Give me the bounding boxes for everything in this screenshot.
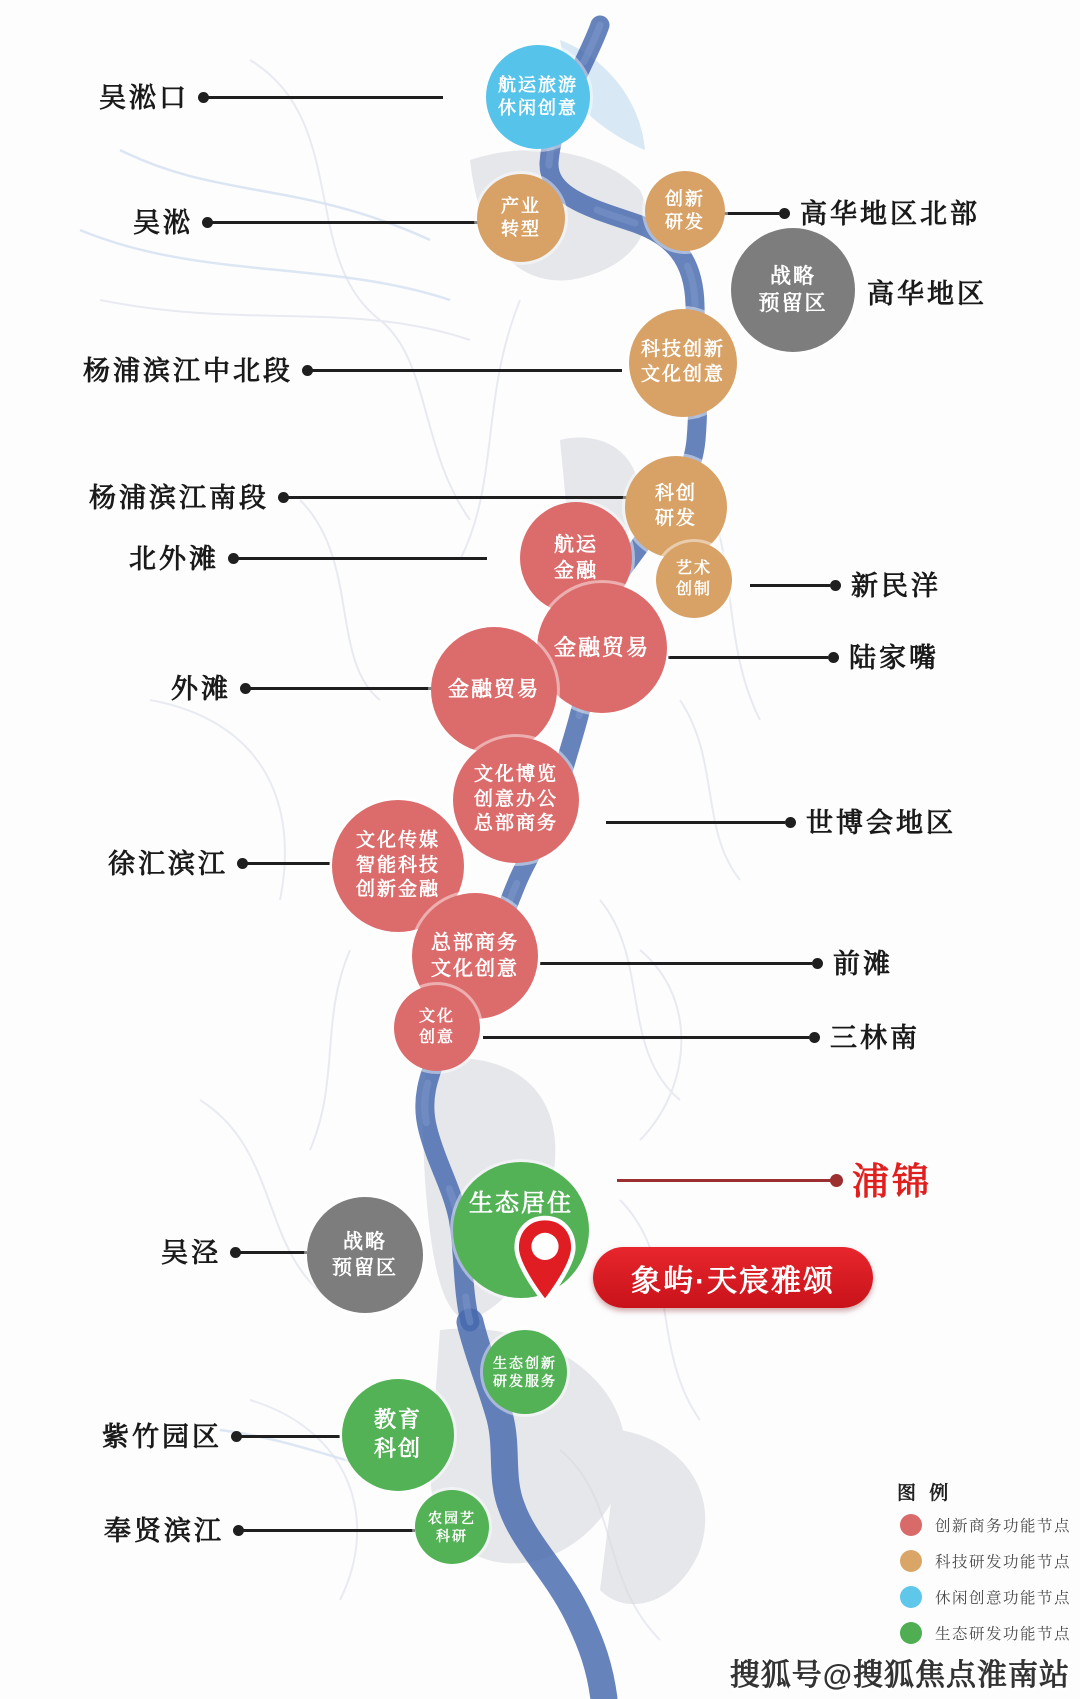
callout-line-yangpu-zhongbei — [312, 369, 622, 372]
callout-dot-yangpu-nan — [278, 492, 289, 503]
node-jinrong-maoyi-wt-line: 金融贸易 — [448, 678, 540, 702]
callout-line-xuhui-binjiang — [247, 862, 330, 865]
node-keji-chuangxin-line: 科技创新 — [640, 339, 725, 361]
callout-line-yangpu-nan — [288, 496, 627, 499]
callout-dot-xinminyang — [830, 580, 841, 591]
callout-label-pujin: 浦锦 — [852, 1160, 932, 1202]
callout-dot-yangpu-zhongbei — [302, 365, 313, 376]
node-chuangxin-yanfa — [645, 171, 725, 251]
node-wenhua-chuangyi-line: 文化 — [418, 1008, 455, 1026]
node-chanye-zhuanxing-line: 产业 — [501, 195, 541, 216]
callout-label-qiantan: 前滩 — [833, 948, 893, 979]
node-shengtai-chuangxin-line: 研发服务 — [493, 1373, 557, 1389]
callout-label-fengxian-binjiang: 奉贤滨江 — [104, 1515, 224, 1546]
node-chanye-zhuanxing-line: 转型 — [501, 219, 541, 239]
node-nongyuanyi-keyan — [415, 1490, 489, 1564]
node-chuangxin-yanfa-line: 研发 — [665, 212, 705, 232]
callout-dot-xuhui-binjiang — [237, 858, 248, 869]
node-chanye-zhuanxing — [477, 174, 565, 262]
node-kechuang-yanfa-line: 科创 — [654, 483, 697, 505]
node-hangyun-lvyou-line: 休闲创意 — [498, 98, 578, 118]
node-hangyun-jinrong-line: 金融 — [554, 560, 598, 582]
node-chuangxin-yanfa-line: 创新 — [665, 188, 705, 209]
callout-dot-sanlinnan — [809, 1032, 820, 1043]
legend-label-innovation-business: 创新商务功能节点 — [935, 1518, 1072, 1535]
node-hangyun-lvyou-line: 航运旅游 — [498, 74, 578, 95]
callout-line-gaohua-beibu — [723, 212, 779, 215]
node-jiaoyu-kechuang-line: 教育 — [373, 1407, 422, 1433]
legend-swatch-leisure-creative — [900, 1586, 922, 1608]
callout-line-wusongkou — [208, 96, 443, 99]
project-badge — [593, 1247, 873, 1308]
callout-label-beiwaitan: 北外滩 — [129, 543, 219, 574]
node-zhanlue-yuliu-s — [307, 1197, 423, 1313]
node-jiaoyu-kechuang-line: 科创 — [373, 1436, 422, 1461]
legend-swatch-eco-rd — [900, 1622, 922, 1644]
callout-label-gaohua: 高华地区 — [867, 278, 987, 309]
callout-label-xinminyang: 新民洋 — [851, 570, 941, 601]
callout-label-wusongkou: 吴淞口 — [99, 82, 189, 113]
legend-item-eco-rd — [900, 1622, 1071, 1644]
legend-label-leisure-creative: 休闲创意功能节点 — [935, 1590, 1072, 1607]
node-zongbu-shangwu-line: 总部商务 — [431, 932, 519, 954]
legend-swatch-innovation-business — [900, 1514, 922, 1536]
node-shengtai-chuangxin — [483, 1330, 567, 1414]
node-keji-chuangxin — [629, 309, 737, 417]
legend-swatch-tech-rd — [900, 1550, 922, 1572]
node-yishu-chuangzhi-line: 创制 — [675, 581, 712, 598]
callout-label-gaohua-beibu: 高华地区北部 — [800, 198, 980, 229]
callout-line-shibohui — [606, 821, 785, 824]
callout-dot-pujin — [830, 1174, 843, 1187]
node-wenhua-chuangyi-line: 创意 — [418, 1029, 455, 1046]
callout-dot-waitan — [240, 683, 251, 694]
node-yishu-chuangzhi-line: 艺术 — [675, 560, 712, 578]
callout-dot-wusong — [202, 217, 213, 228]
project-badge-label: 象屿·天宸雅颂 — [631, 1264, 835, 1298]
node-hangyun-jinrong-line: 航运 — [554, 534, 598, 556]
node-wenhua-bolan-line: 创意办公 — [473, 788, 558, 810]
node-jinrong-maoyi-lj-line: 金融贸易 — [553, 634, 650, 660]
callout-label-yangpu-nan: 杨浦滨江南段 — [89, 482, 269, 513]
node-jiaoyu-kechuang — [342, 1379, 454, 1491]
node-kechuang-yanfa-line: 研发 — [654, 508, 697, 529]
node-shengtai-chuangxin-line: 生态创新 — [493, 1354, 557, 1371]
legend-item-innovation-business — [900, 1514, 1071, 1536]
callout-line-beiwaitan — [238, 557, 487, 560]
callout-line-waitan — [250, 687, 432, 690]
legend-item-tech-rd — [900, 1550, 1071, 1572]
callout-label-wujing: 吴泾 — [161, 1237, 221, 1268]
callout-dot-gaohua-beibu — [779, 208, 790, 219]
callout-line-sanlinnan — [483, 1036, 809, 1039]
node-wenhua-bolan — [453, 737, 579, 863]
callout-line-fengxian-binjiang — [243, 1529, 415, 1532]
node-keji-chuangxin-line: 文化创意 — [640, 364, 725, 385]
callout-dot-zizhu-yuanqu — [231, 1431, 242, 1442]
callout-dot-shibohui — [785, 817, 796, 828]
node-zongbu-shangwu-line: 文化创意 — [431, 958, 519, 980]
legend-title: 图 例 — [897, 1483, 953, 1504]
legend-label-eco-rd: 生态研发功能节点 — [935, 1626, 1072, 1643]
callout-label-wusong: 吴淞 — [133, 207, 193, 238]
callout-line-lujiazui — [668, 656, 828, 659]
callout-dot-lujiazui — [828, 652, 839, 663]
node-zhanlue-yuliu-n-line: 预留区 — [758, 292, 828, 315]
node-zhanlue-yuliu-s-line: 预留区 — [332, 1257, 398, 1279]
node-jinrong-maoyi-wt — [431, 627, 557, 753]
node-nongyuanyi-keyan-line: 科研 — [436, 1528, 468, 1544]
callout-dot-wusongkou — [198, 92, 209, 103]
node-nongyuanyi-keyan-line: 农园艺 — [428, 1509, 476, 1526]
node-wenhua-chuanmei-line: 文化传媒 — [355, 829, 440, 851]
callout-line-wusong — [212, 221, 490, 224]
callout-line-qiantan — [540, 962, 812, 965]
node-yishu-chuangzhi — [656, 542, 732, 618]
legend-item-leisure-creative — [900, 1586, 1071, 1608]
callout-label-sanlinnan: 三林南 — [830, 1022, 920, 1053]
callout-label-shibohui: 世博会地区 — [806, 807, 956, 838]
node-hangyun-lvyou — [486, 45, 590, 149]
node-zhanlue-yuliu-s-line: 战略 — [343, 1231, 387, 1253]
callout-label-waitan: 外滩 — [171, 673, 231, 704]
callout-label-yangpu-zhongbei: 杨浦滨江中北段 — [83, 355, 293, 386]
callout-dot-qiantan — [812, 958, 823, 969]
callout-line-zizhu-yuanqu — [241, 1435, 340, 1438]
callout-dot-fengxian-binjiang — [233, 1525, 244, 1536]
callout-label-xuhui-binjiang: 徐汇滨江 — [108, 848, 228, 879]
callout-line-wujing — [240, 1251, 307, 1254]
node-wenhua-bolan-line: 总部商务 — [473, 813, 558, 835]
node-wenhua-bolan-line: 文化博览 — [473, 763, 558, 785]
watermark: 搜狐号@搜狐焦点淮南站 — [729, 1659, 1070, 1692]
legend-label-tech-rd: 科技研发功能节点 — [935, 1554, 1072, 1571]
callout-label-lujiazui: 陆家嘴 — [849, 642, 939, 673]
callout-label-zizhu-yuanqu: 紫竹园区 — [102, 1421, 222, 1452]
callout-line-pujin — [617, 1179, 831, 1182]
node-shengtai-juzhu-line: 生态居住 — [469, 1190, 573, 1217]
callout-dot-beiwaitan — [228, 553, 239, 564]
callout-line-xinminyang — [750, 584, 830, 587]
node-kechuang-yanfa — [625, 456, 727, 558]
location-pin-icon — [511, 1214, 579, 1306]
node-zhanlue-yuliu-n — [731, 228, 855, 352]
node-wenhua-chuanmei-line: 创新金融 — [355, 879, 440, 901]
node-zhanlue-yuliu-n-line: 战略 — [770, 264, 816, 288]
callout-dot-wujing — [230, 1247, 241, 1258]
node-wenhua-chuangyi — [394, 985, 480, 1071]
node-wenhua-chuanmei-line: 智能科技 — [355, 854, 440, 876]
